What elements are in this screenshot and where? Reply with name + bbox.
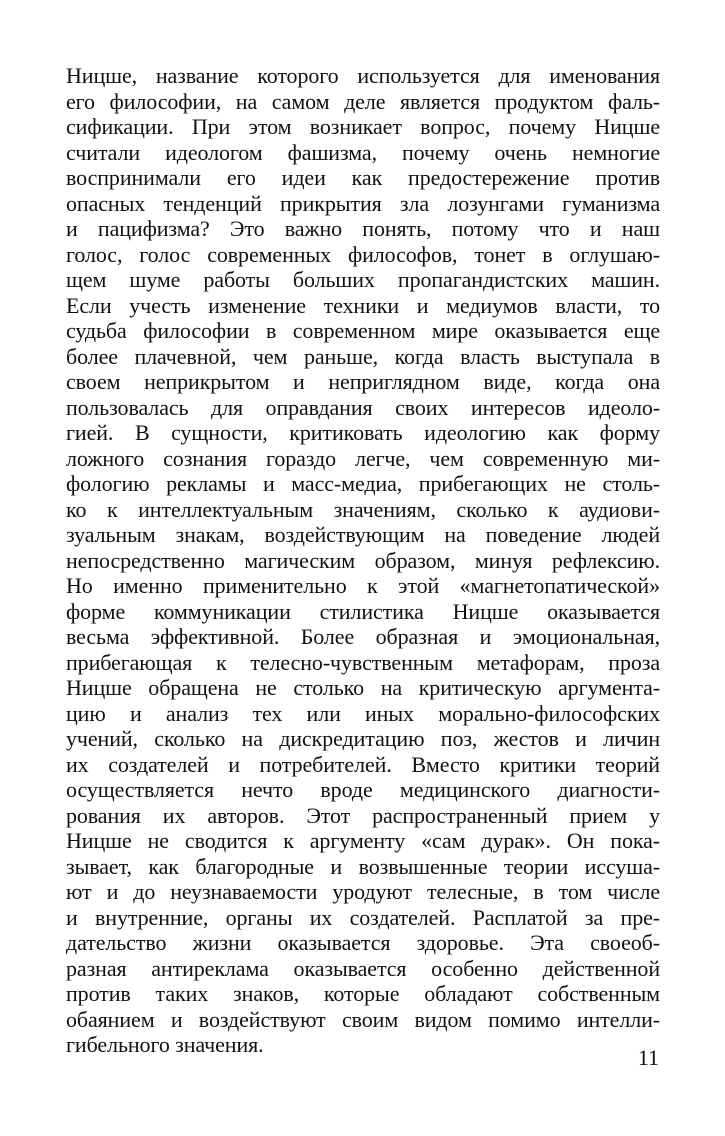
text-line: опасных тенденций прикрытия зла лозунгами гуманизма (66, 190, 660, 216)
page-number: 11 (637, 1045, 659, 1070)
text-line: и пацифизма? Это важно понять, потому что и наш (66, 216, 660, 241)
text-line: гией. В сущности, критиковать идеологию как форму (66, 420, 660, 445)
text-line: дательство жизни оказывается здоровье. Эта своеоб- (66, 930, 660, 955)
text-line: своем неприкрытом и неприглядном виде, когда она (66, 369, 660, 394)
text-line: ложного сознания гораздо легче, чем современную ми- (66, 445, 660, 471)
text-line: и внутренние, органы их создателей. Расплатой за пре- (66, 904, 660, 930)
text-line: учений, сколько на дискредитацию поз, жестов и личин (66, 726, 660, 751)
text-line: судьба философии в современном мире оказывается еще (66, 318, 660, 343)
text-line: цию и анализ тех или иных морально-философских (66, 700, 660, 726)
text-line: обаянием и воздействуют своим видом помимо интелли- (66, 1006, 660, 1032)
text-line: непосредственно магическим образом, минуя рефлексию. (66, 547, 660, 573)
text-line: Если учесть изменение техники и медиумов власти, то (66, 292, 660, 318)
text-line: считали идеологом фашизма, почему очень немногие (66, 139, 660, 165)
text-line: их создателей и потребителей. Вместо критики теорий (66, 751, 660, 777)
text-line: ют и до неузнаваемости уродуют телесные, в том числе (66, 879, 660, 904)
text-line: воспринимали его идеи как предостережение против (66, 165, 660, 190)
text-line: фологию рекламы и масс-медиа, прибегающих не столь- (66, 471, 660, 496)
text-line: осуществляется нечто вроде медицинского диагности- (66, 777, 660, 802)
text-line: ко к интеллектуальным значениям, сколько к аудиови- (66, 496, 660, 522)
body-paragraph (66, 63, 660, 1058)
text-line: Ницше обращена не столько на критическую аргумента- (66, 675, 660, 700)
text-line: пользовалась для оправдания своих интересов идеоло- (66, 394, 660, 420)
text-line: его философии, на самом деле является продуктом фаль- (66, 88, 660, 114)
text-line: рования их авторов. Этот распространенный прием у (66, 802, 660, 828)
text-line: Ницше не сводится к аргументу «сам дурак». Он пока- (66, 828, 660, 853)
text-line: более плачевной, чем раньше, когда власть выступала в (66, 343, 660, 369)
text-line: Но именно применительно к этой «магнетопатической» (66, 573, 660, 598)
text-line: голос, голос современных философов, тонет в оглушаю- (66, 241, 660, 267)
text-line: зуальным знакам, воздействующим на поведение людей (66, 522, 660, 547)
text-line: Ницше, название которого используется для именования (66, 63, 660, 88)
text-line: гибельного значения. (66, 1032, 264, 1057)
text-line: щем шуме работы больших пропагандистских машин. (66, 267, 660, 292)
text-line: против таких знаков, которые обладают собственным (66, 981, 660, 1006)
text-line: весьма эффективной. Более образная и эмоциональная, (66, 624, 660, 649)
text-line: прибегающая к телесно-чувственным метафорам, проза (66, 649, 660, 675)
text-line: разная антиреклама оказывается особенно действенной (66, 955, 660, 981)
text-line: сификации. При этом возникает вопрос, почему Ницше (66, 114, 660, 139)
text-line: форме коммуникации стилистика Ницше оказывается (66, 598, 660, 624)
text-line: зывает, как благородные и возвышенные теории иссуша- (66, 853, 660, 879)
